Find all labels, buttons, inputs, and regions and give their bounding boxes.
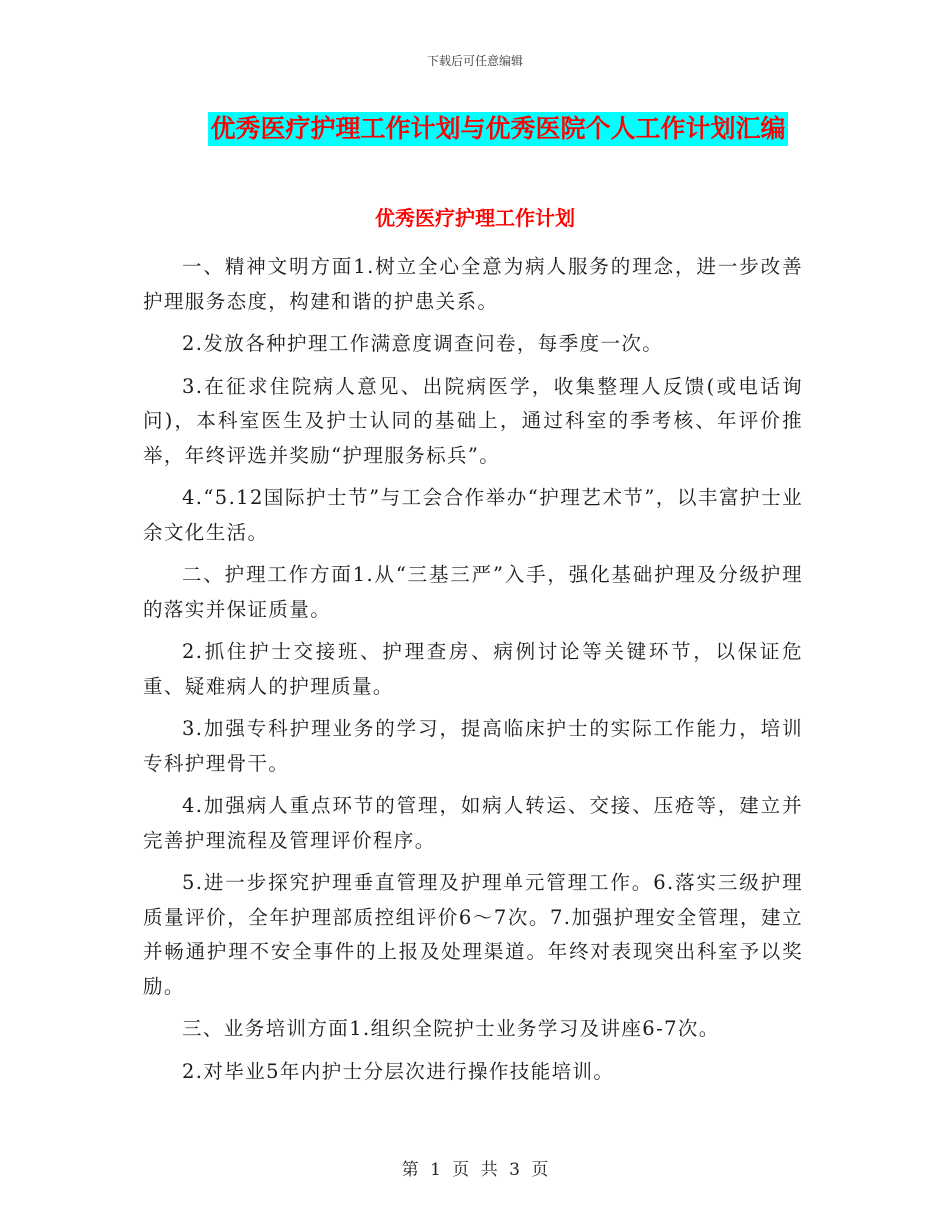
document-body	[143, 250, 803, 1097]
paragraph: 2.对毕业5年内护士分层次进行操作技能培训。	[182, 1059, 615, 1083]
paragraph: 2.发放各种护理工作满意度调查问卷，每季度一次。	[182, 332, 664, 355]
paragraph: 2.抓住护士交接班、护理查房、病例讨论等关键环节，以保证危重、疑难病人的护理质量。	[143, 640, 803, 698]
paragraph: 二、护理工作方面1.从“三基三严”入手，强化基础护理及分级护理的落实并保证质量。	[143, 563, 803, 621]
paragraph: 一、精神文明方面1.树立全心全意为病人服务的理念，进一步改善护理服务态度，构建和谐的护患关系。	[143, 255, 803, 313]
paragraph: 3.在征求住院病人意见、出院病医学，收集整理人反馈(或电话询问)，本科室医生及护士认同的基础上，通过科室的季考核、年评价推举，年终评选并奖励“护理服务标兵”。	[143, 374, 803, 467]
paragraph: 5.进一步探究护理垂直管理及护理单元管理工作。6.落实三级护理质量评价，全年护理部质控组评价6～7次。7.加强护理安全管理，建立并畅通护理不安全事件的上报及处理渠道。年终对表现突出科室予以奖励。	[143, 871, 803, 998]
paragraph: 三、业务培训方面1.组织全院护士业务学习及讲座6-7次。	[182, 1017, 720, 1040]
page-header-note: 下载后可任意编辑	[426, 54, 523, 68]
document-title-container	[0, 112, 950, 146]
section-title: 优秀医疗护理工作计划	[375, 206, 575, 230]
document-title: 优秀医疗护理工作计划与优秀医院个人工作计划汇编	[208, 112, 787, 146]
page-number-indicator: 第 1 页 共 3 页	[401, 1160, 549, 1180]
paragraph: 3.加强专科护理业务的学习，提高临床护士的实际工作能力，培训专科护理骨干。	[143, 717, 803, 775]
paragraph: 4.加强病人重点环节的管理，如病人转运、交接、压疮等，建立并完善护理流程及管理评价程序。	[143, 794, 803, 852]
paragraph: 4.“5.12国际护士节”与工会合作举办“护理艺术节”，以丰富护士业余文化生活。	[143, 486, 803, 544]
